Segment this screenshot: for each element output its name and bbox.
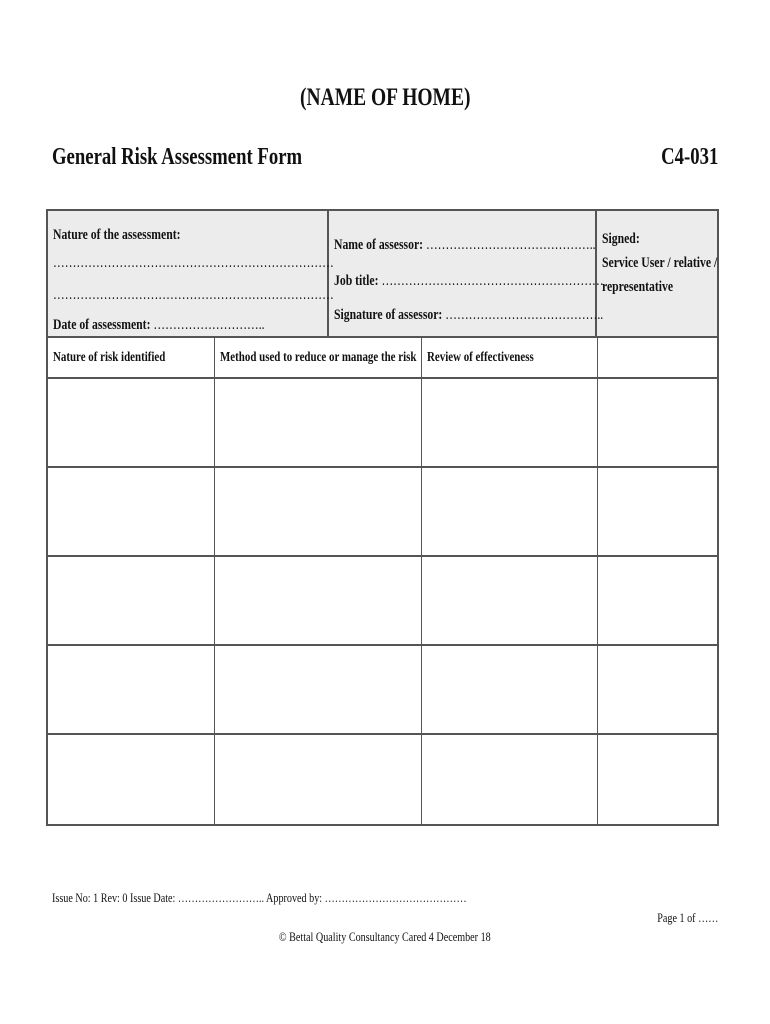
- signed-label: Signed:: [602, 231, 640, 247]
- job-title-dots: …………………………………………………: [378, 273, 604, 289]
- table-row[interactable]: [48, 646, 717, 733]
- date-of-assessment-line: [53, 317, 324, 334]
- signed-role-2: representative: [602, 279, 674, 295]
- footer-copyright: [0, 929, 770, 945]
- column-header-label: Review of effectiveness: [427, 350, 534, 365]
- assessor-label: Name of assessor:: [334, 237, 424, 253]
- footer-issue-text: Issue No: 1 Rev: 0 Issue Date: …………………….. Approved by: ……………………………………: [52, 890, 467, 905]
- footer-copyright-text: © Bettal Quality Consultancy Cared 4 December 18: [279, 929, 491, 944]
- table-row[interactable]: [48, 379, 717, 466]
- signed-role-line-2: [602, 279, 693, 296]
- column-header-label: Method used to reduce or manage the risk: [220, 350, 417, 365]
- footer-issue-line: [52, 890, 584, 906]
- nature-dots-2: ………………………………………………………………: [53, 287, 334, 303]
- column-header-review: [427, 350, 564, 366]
- table-row[interactable]: [48, 735, 717, 824]
- footer-page-number: [640, 910, 718, 926]
- form-title: [52, 144, 373, 171]
- home-name-text: (NAME OF HOME): [299, 84, 471, 111]
- column-header-nature-of-risk: [53, 350, 197, 366]
- form-title-text: General Risk Assessment Form: [52, 144, 303, 170]
- column-header-label: Nature of risk identified: [53, 350, 166, 365]
- signature-dots: …………………………………..: [442, 307, 604, 323]
- form-code-text: C4-031: [660, 144, 718, 170]
- signed-role-line-1: [602, 255, 750, 272]
- home-name-title: [0, 84, 770, 112]
- table-row[interactable]: [48, 557, 717, 644]
- signed-role-1: Service User / relative /: [602, 255, 718, 271]
- assessment-header-block: [46, 209, 719, 338]
- job-title-label: Job title:: [334, 273, 379, 289]
- nature-dots-1: ………………………………………………………………: [53, 255, 334, 271]
- form-code: [645, 144, 718, 171]
- table-row[interactable]: [48, 468, 717, 555]
- date-dots: ………………………..: [150, 317, 265, 333]
- nature-label: Nature of the assessment:: [53, 227, 181, 243]
- nature-label-line: [53, 227, 216, 244]
- signed-label-line: [602, 231, 650, 248]
- risk-table: [46, 338, 719, 826]
- nature-of-assessment-cell[interactable]: [48, 211, 334, 336]
- footer-page-text: Page 1 of ……: [656, 910, 718, 925]
- signature-label: Signature of assessor:: [334, 307, 443, 323]
- assessor-cell[interactable]: [329, 211, 604, 336]
- date-label: Date of assessment:: [53, 317, 151, 333]
- assessor-dots: ……………………………………..: [423, 237, 596, 253]
- signed-cell[interactable]: [597, 211, 717, 336]
